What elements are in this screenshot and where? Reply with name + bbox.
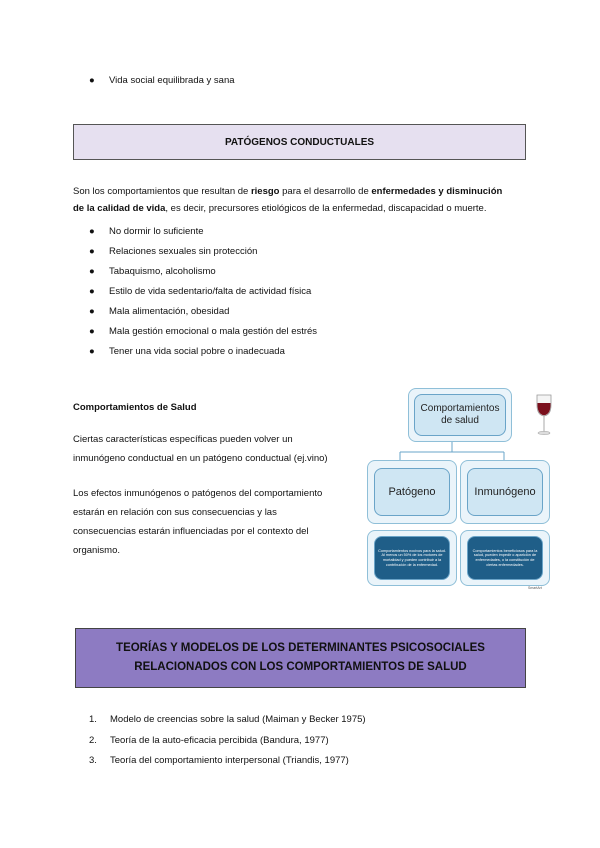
- list-item-text: Vida social equilibrada y sana: [109, 75, 235, 86]
- list-item: ● Tener una vida social pobre o inadecuada: [89, 346, 285, 357]
- section-heading-teorias: [75, 628, 526, 688]
- list-item: 1. Modelo de creencias sobre la salud (Maiman y Becker 1975): [89, 714, 366, 725]
- list-item: 3. Teoría del comportamiento interpersonal (Triandis, 1977): [89, 755, 349, 766]
- list-item: ● Mala gestión emocional o mala gestión del estrés: [89, 326, 318, 337]
- health-paragraph-1: Ciertas características específicas pueden volver un inmunógeno conductual en un patógeno conductual (ej.vino): [73, 434, 328, 464]
- list-item: ● Relaciones sexuales sin protección: [89, 246, 258, 257]
- wine-glass-icon: [534, 393, 554, 437]
- diagram-left-node: Patógeno: [374, 468, 450, 516]
- diagram-top-node: Comportamientos de salud: [414, 394, 506, 436]
- section-heading-patogenos: [73, 124, 526, 160]
- list-item: ● No dormir lo suficiente: [89, 226, 204, 237]
- list-item: 2. Teoría de la auto-eficacia percibida (Bandura, 1977): [89, 735, 329, 746]
- diagram-left-desc: Comportamientos nocivos para la salud. Al menos un 50% de los motores de mortalidad y pueden contribuir a la contribución de la enfermedad.: [374, 536, 450, 580]
- diagram-right-desc: Comportamientos beneficiosos para la salud, pueden impedir o aparición de enfermedades, o la constitución de ciertas enfermedades.: [467, 536, 543, 580]
- health-paragraph-2: Los efectos inmunógenos o patógenos del comportamiento estarán en relación con sus consecuencias y las consecuencias estarán influenciadas por el contexto del organismo.: [73, 488, 323, 556]
- list-item: ● Mala alimentación, obesidad: [89, 306, 230, 317]
- list-item: ● Estilo de vida sedentario/falta de actividad física: [89, 286, 312, 297]
- section-title-line-2: RELACIONADOS CON LOS COMPORTAMIENTOS DE SALUD: [134, 661, 467, 673]
- diagram-right-node: Inmunógeno: [467, 468, 543, 516]
- section-title-line-1: TEORÍAS Y MODELOS DE LOS DETERMINANTES PSICOSOCIALES: [116, 642, 485, 654]
- section-title: PATÓGENOS CONDUCTUALES: [224, 136, 375, 148]
- diagram-watermark: SmartArt: [528, 586, 542, 590]
- intro-paragraph: Son los comportamientos que resultan de riesgo para el desarrollo de enfermedades y disminución de la calidad de vida, es decir, precursores etiológicos de la enfermedad, discapacidad o muerte.: [73, 186, 503, 214]
- list-item: ● Tabaquismo, alcoholismo: [89, 266, 216, 277]
- subheading-comportamientos: Comportamientos de Salud: [73, 402, 197, 413]
- list-item: ● Vida social equilibrada y sana: [89, 75, 235, 86]
